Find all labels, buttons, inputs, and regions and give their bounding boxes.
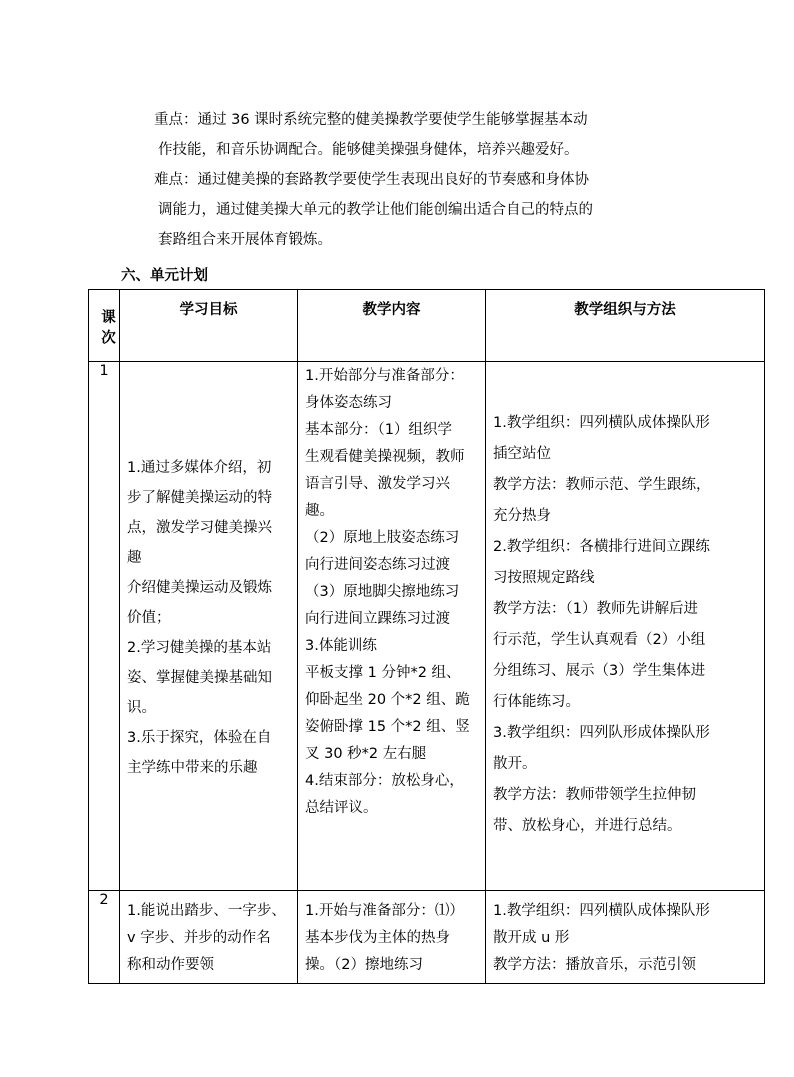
lesson-number: 1 <box>89 362 120 891</box>
cell-text-line: 趣。 <box>305 503 334 519</box>
header-teaching-content: 教学内容 <box>298 290 486 362</box>
cell-text-line: v 字步、并步的动作名 <box>127 930 271 946</box>
cell-text-line: 操。（2）擦地练习 <box>305 957 423 973</box>
cell-text-line: 习按照规定路线 <box>493 570 595 586</box>
cell-text-line: 步了解健美操运动的特 <box>127 490 272 506</box>
lesson-number: 2 <box>89 891 120 984</box>
cell-text-line: 2.教学组织：各横排行进间立踝练 <box>493 539 710 555</box>
difficulty-line-2: 调能力，通过健美操大单元的教学让他们能创编出适合自己的特点的 <box>158 202 593 218</box>
difficulty-line-1: 难点：通过健美操的套路教学要使学生表现出良好的节奏感和身体协 <box>154 172 589 188</box>
table-row <box>89 362 765 891</box>
cell-text-line: （2）原地上肢姿态练习 <box>305 530 460 546</box>
cell-text-line: 3.教学组织：四列队形成体操队形 <box>493 725 710 741</box>
teaching-content-cell <box>298 891 486 984</box>
cell-text-line: 教学方法：（1）教师先讲解后进 <box>493 601 698 617</box>
cell-text-line: 充分热身 <box>493 508 551 524</box>
organization-methods-cell <box>486 891 765 984</box>
cell-text-line: 生观看健美操视频，教师 <box>305 449 465 465</box>
cell-text-line: 平板支撑 1 分钟*2 组、 <box>305 665 461 681</box>
cell-text-line: 叉 30 秒*2 左右腿 <box>305 746 427 762</box>
cell-text-line: 行体能练习。 <box>493 694 580 710</box>
cell-text-line: 行示范，学生认真观看（2）小组 <box>493 632 706 648</box>
cell-text-line: 4.结束部分：放松身心， <box>305 773 464 789</box>
cell-text-line: 3.体能训练 <box>305 638 377 654</box>
cell-text-line: 插空站位 <box>493 446 551 462</box>
cell-text-line: 价值； <box>127 610 171 626</box>
cell-text-line: 2.学习健美操的基本站 <box>127 640 272 656</box>
cell-text-line: 散开成 u 形 <box>493 930 570 946</box>
cell-text-line: 基本步伐为主体的热身 <box>305 930 450 946</box>
cell-text-line: 基本部分：（1）组织学 <box>305 422 452 438</box>
cell-text-line: （3）原地脚尖擦地练习 <box>305 584 460 600</box>
teaching-content-cell <box>298 362 486 891</box>
cell-text-line: 1.开始部分与准备部分： <box>305 368 464 384</box>
organization-methods-cell <box>486 362 765 891</box>
header-organization-methods: 教学组织与方法 <box>486 290 765 362</box>
cell-text-line: 1.能说出踏步、一字步、 <box>127 903 286 919</box>
cell-text-line: 语言引导、激发学习兴 <box>305 476 450 492</box>
cell-text-line: 教学方法：教师带领学生拉伸韧 <box>493 787 696 803</box>
cell-text-line: 教学方法：播放音乐，示范引领 <box>493 957 696 973</box>
cell-text-line: 向行进间立踝练习过渡 <box>305 611 450 627</box>
cell-text-line: 仰卧起坐 20 个*2 组、跪 <box>305 692 470 708</box>
cell-text-line: 散开。 <box>493 756 537 772</box>
cell-text-line: 1.教学组织：四列横队成体操队形 <box>493 903 710 919</box>
key-point-line-2: 作技能，和音乐协调配合。能够健美操强身健体，培养兴趣爱好。 <box>158 142 579 158</box>
cell-text-line: 姿俯卧撑 15 个*2 组、竖 <box>305 719 470 735</box>
intro-paragraphs <box>154 105 654 255</box>
learning-goals-cell <box>120 362 298 891</box>
unit-plan-table <box>88 289 765 984</box>
cell-text-line: 3.乐于探究，体验在自 <box>127 730 272 746</box>
learning-goals-cell <box>120 891 298 984</box>
cell-text-line: 1.开始与准备部分：⑴） <box>305 903 464 919</box>
cell-text-line: 教学方法：教师示范、学生跟练， <box>493 477 711 493</box>
cell-text-line: 带、放松身心，并进行总结。 <box>493 818 682 834</box>
cell-text-line: 介绍健美操运动及锻炼 <box>127 580 272 596</box>
cell-text-line: 1.通过多媒体介绍，初 <box>127 460 272 476</box>
header-learning-goals: 学习目标 <box>120 290 298 362</box>
cell-text-line: 趣 <box>127 550 142 566</box>
cell-text-line: 总结评议。 <box>305 800 378 816</box>
difficulty-line-3: 套路组合来开展体育锻炼。 <box>158 232 332 248</box>
key-point-line-1: 重点：通过 36 课时系统完整的健美操教学要使学生能够掌握基本动 <box>154 112 588 128</box>
cell-text-line: 1.教学组织：四列横队成体操队形 <box>493 415 710 431</box>
table-header-row <box>89 290 765 362</box>
cell-text-line: 称和动作要领 <box>127 957 214 973</box>
header-lesson-number: 课次 <box>89 290 120 362</box>
cell-text-line: 姿、掌握健美操基础知 <box>127 670 272 686</box>
cell-text-line: 点，激发学习健美操兴 <box>127 520 272 536</box>
cell-text-line: 身体姿态练习 <box>305 395 392 411</box>
table-row <box>89 891 765 984</box>
cell-text-line: 识。 <box>127 700 156 716</box>
section-heading: 六、单元计划 <box>121 268 208 284</box>
cell-text-line: 主学练中带来的乐趣 <box>127 760 258 776</box>
cell-text-line: 向行进间姿态练习过渡 <box>305 557 450 573</box>
cell-text-line: 分组练习、展示（3）学生集体进 <box>493 663 706 679</box>
